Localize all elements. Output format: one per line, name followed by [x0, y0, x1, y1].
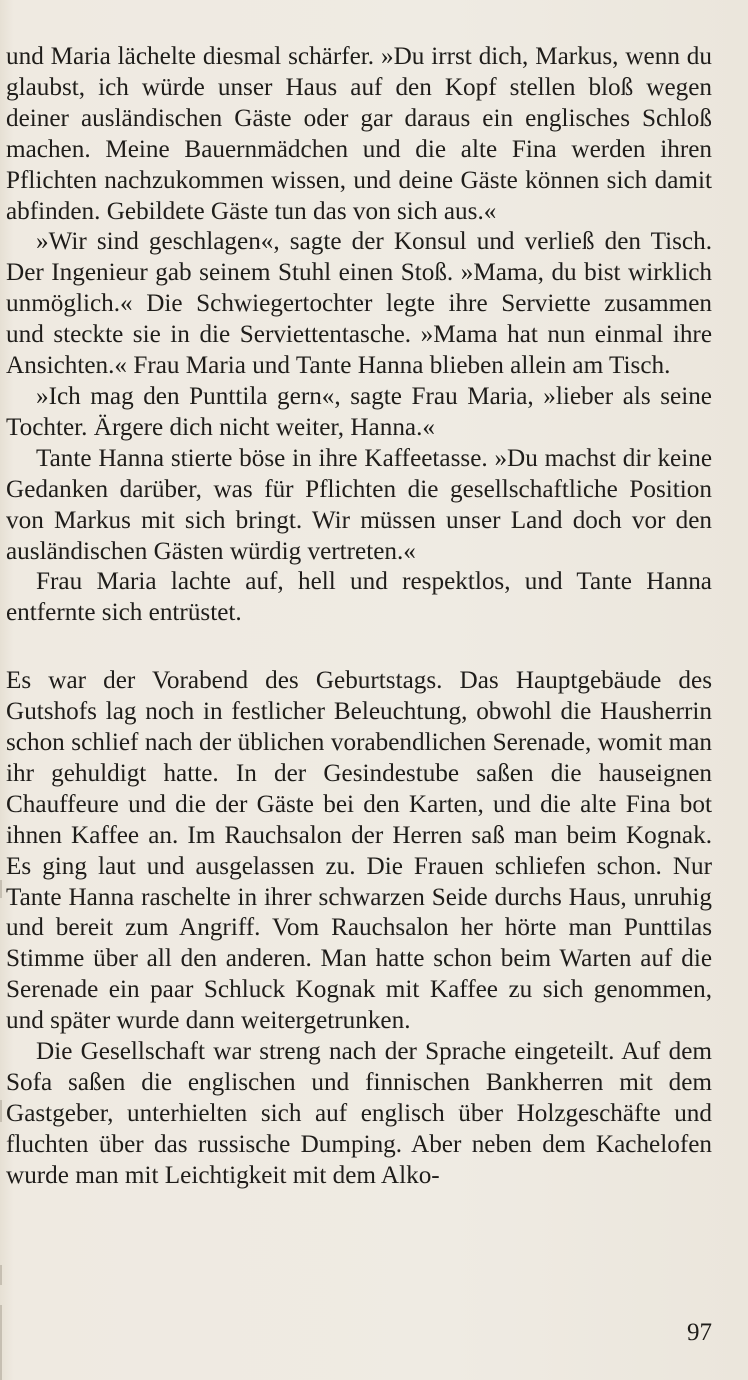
paragraph-1: und Maria lächelte diesmal schärfer. »Du irrst dich, Markus, wenn du glaubst, ich würde unser Haus auf den Kopf stellen bloß wegen deiner ausländischen Gäste oder gar daraus ein englisches Schloß machen. Meine Bauernmädchen und die alte Fina werden ihren Pflichten nachzukommen wissen, und deine Gäste können sich damit abfinden. Gebildete Gäste tun das von sich aus.«: [6, 43, 712, 225]
gutter-mark: [0, 1100, 2, 1122]
section-break: [6, 629, 712, 666]
gutter-mark: [0, 1265, 2, 1285]
paragraph-2: »Wir sind geschlagen«, sagte der Konsul und verließ den Tisch. Der Ingenieur gab seinem Stuhl einen Stoß. »Mama, du bist wirklich unmöglich.« Die Schwiegertochter legte ihre Serviette zusammen und steckte sie in die Serviettentasche. »Mama hat nun einmal ihre Ansichten.« Frau Maria und Tante Hanna blieben allein am Tisch.: [6, 228, 712, 380]
page-number: 97: [687, 1319, 712, 1346]
paragraph-5: Frau Maria lachte auf, hell und respektlos, und Tante Hanna entfernte sich entrüstet.: [6, 568, 712, 627]
paragraph-7: Die Gesellschaft war streng nach der Sprache eingeteilt. Auf dem Sofa saßen die englischen und finnischen Bankherren mit dem Gastgeber, unterhielten sich auf englisch über Holzgeschäfte und fluchten über das russische Dumping. Aber neben dem Kachelofen wurde man mit Leichtigkeit mit dem Alko-: [6, 1038, 712, 1189]
gutter-mark: [0, 1305, 2, 1380]
paragraph-6: Es war der Vorabend des Geburtstags. Das Hauptgebäude des Gutshofs lag noch in festlicher Beleuchtung, obwohl die Hausherrin schon schlief nach der üblichen vorabendlichen Serenade, womit man ihr gehuldigt hatte. In der Gesindestube saßen die hauseignen Chauffeure und die der Gäste bei den Karten, und die alte Fina bot ihnen Kaffee an. Im Rauchsalon der Herren saß man beim Kognak. Es ging laut und ausgelassen zu. Die Frauen schliefen schon. Nur Tante Hanna raschelte in ihrer schwarzen Seide durchs Haus, unruhig und bereit zum Angriff. Vom Rauchsalon her hörte man Punttilas Stimme über all den anderen. Man hatte schon beim Warten auf die Serenade ein paar Schluck Kognak mit Kaffee zu sich genommen, und später wurde dann weitergetrunken.: [6, 667, 712, 1035]
gutter-mark: [0, 880, 2, 898]
paragraph-3: »Ich mag den Punttila gern«, sagte Frau Maria, »lieber als seine Tochter. Ärgere dich nicht weiter, Hanna.«: [6, 382, 712, 441]
paragraph-4: Tante Hanna stierte böse in ihre Kaffeetasse. »Du machst dir keine Gedanken darüber, was für Pflichten die gesellschaftliche Position von Markus mit sich bringt. Wir müssen unser Land doch vor den ausländischen Gästen würdig vertreten.«: [6, 444, 712, 565]
body-text: [6, 42, 712, 1192]
